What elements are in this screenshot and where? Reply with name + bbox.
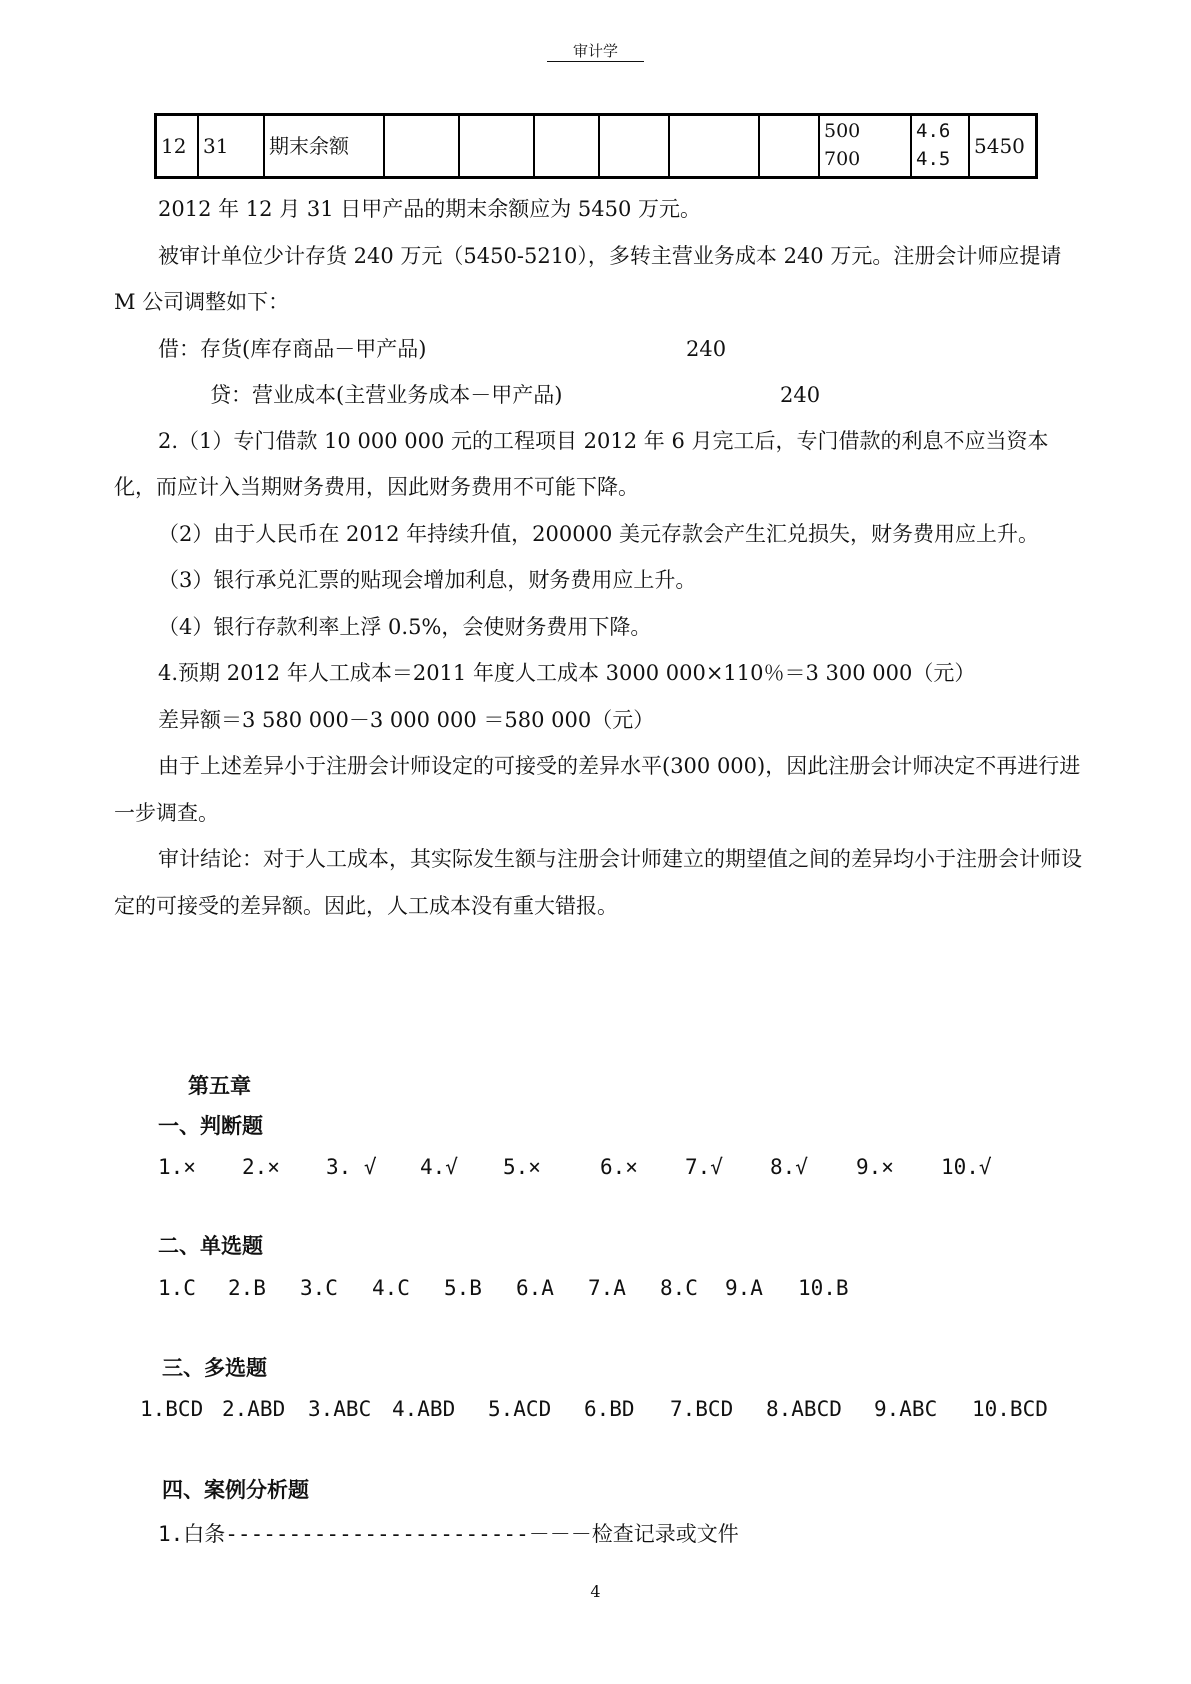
answer-item: 7.A [588,1276,626,1300]
amount-cell: 5450 [969,115,1037,178]
answer-item: 3.ABC [308,1397,372,1421]
ledger-table [154,113,1038,179]
journal-entry-credit [114,372,1084,418]
qty-cell [819,115,911,178]
paragraph: （2）由于人民币在 2012 年持续升值，200000 美元存款会产生汇兑损失，财务费用应上升。 [158,521,1039,546]
answer-item: 3.C [300,1276,338,1300]
answer-item: 9.A [725,1276,763,1300]
summary-cell: 期末余额 [264,115,384,178]
paragraph: 被审计单位少计存货 240 万元（5450-5210），多转主营业务成本 240 万元。注册会计师应提请 M 公司调整如下： [114,243,1062,314]
solution-text [114,186,1084,929]
chapter-title: 第五章 [188,1074,251,1098]
empty-cell [759,115,819,178]
entry-label: 贷：营业成本(主营业务成本－甲产品) [210,382,563,407]
answer-item: 6.A [516,1276,554,1300]
case-answer-line: 1.白条------------------------－－－检查记录或文件 [158,1522,739,1546]
paragraph: （3）银行承兑汇票的贴现会增加利息，财务费用应上升。 [158,568,697,592]
tf-section-title: 一、判断题 [158,1114,263,1138]
entry-amount: 240 [780,382,821,407]
empty-cell [599,115,669,178]
answer-item: 8.ABCD [766,1397,842,1421]
answer-item: 2.ABD [222,1397,286,1421]
month-cell: 12 [156,115,199,178]
entry-amount: 240 [686,336,727,361]
answer-item: 9.ABC [874,1397,938,1421]
empty-cell [669,115,759,178]
paragraph: 4.预期 2012 年人工成本＝2011 年度人工成本 3000 000×110％＝3 300 000（元） [158,661,976,685]
paragraph: 审计结论：对于人工成本，其实际发生额与注册会计师建立的期望值之间的差异均小于注册会计师设定的可接受的差异额。因此，人工成本没有重大错报。 [114,847,1082,918]
empty-cell [534,115,599,178]
answer-item: 3. √ [326,1155,377,1179]
price-cell [911,115,969,178]
answer-item: 4.C [372,1276,410,1300]
table-row [156,115,1037,178]
answer-item: 7.√ [685,1155,723,1179]
answer-item: 8.C [660,1276,698,1300]
paragraph: 差异额＝3 580 000－3 000 000 ＝580 000（元） [158,707,655,732]
page-header [0,40,1191,61]
header-title: 审计学 [547,42,644,62]
answer-item: 2.B [228,1276,266,1300]
paragraph: 由于上述差异小于注册会计师设定的可接受的差异水平(300 000)，因此注册会计师决定不再进行进一步调查。 [114,754,1081,825]
answer-item: 6.BD [584,1397,635,1421]
qty-line: 700 [824,148,861,170]
answer-item: 1.C [158,1276,196,1300]
answer-item: 9.× [856,1155,894,1179]
answer-item: 10.B [798,1276,849,1300]
answer-item: 6.× [600,1155,638,1179]
journal-entry-debit [114,326,1084,372]
paragraph: 2012 年 12 月 31 日甲产品的期末余额应为 5450 万元。 [158,197,702,221]
answer-item: 5.B [444,1276,482,1300]
price-line: 4.6 [916,120,951,143]
answer-item: 4.ABD [392,1397,456,1421]
empty-cell [384,115,459,178]
empty-cell [459,115,534,178]
page-number: 4 [590,1582,601,1601]
paragraph: （4）银行存款利率上浮 0.5%，会使财务费用下降。 [158,614,652,639]
answer-item: 8.√ [770,1155,808,1179]
entry-label: 借：存货(库存商品－甲产品) [158,336,427,361]
answer-item: 1.BCD [140,1397,204,1421]
qty-line: 500 [824,120,861,143]
answer-item: 5.ACD [488,1397,552,1421]
paragraph: 2.（1）专门借款 10 000 000 元的工程项目 2012 年 6 月完工后，专门借款的利息不应当资本化，而应计入当期财务费用，因此财务费用不可能下降。 [114,428,1049,499]
mc-section-title: 三、多选题 [162,1356,267,1380]
answer-item: 10.BCD [972,1397,1048,1421]
answer-item: 1.× [158,1155,196,1179]
answer-item: 5.× [503,1155,541,1179]
day-cell: 31 [198,115,264,178]
answer-item: 4.√ [420,1155,458,1179]
sc-section-title: 二、单选题 [158,1234,263,1258]
answer-item: 7.BCD [670,1397,734,1421]
answer-item: 10.√ [941,1155,992,1179]
answer-item: 2.× [242,1155,280,1179]
price-line: 4.5 [916,148,951,170]
case-section-title: 四、案例分析题 [162,1478,309,1502]
